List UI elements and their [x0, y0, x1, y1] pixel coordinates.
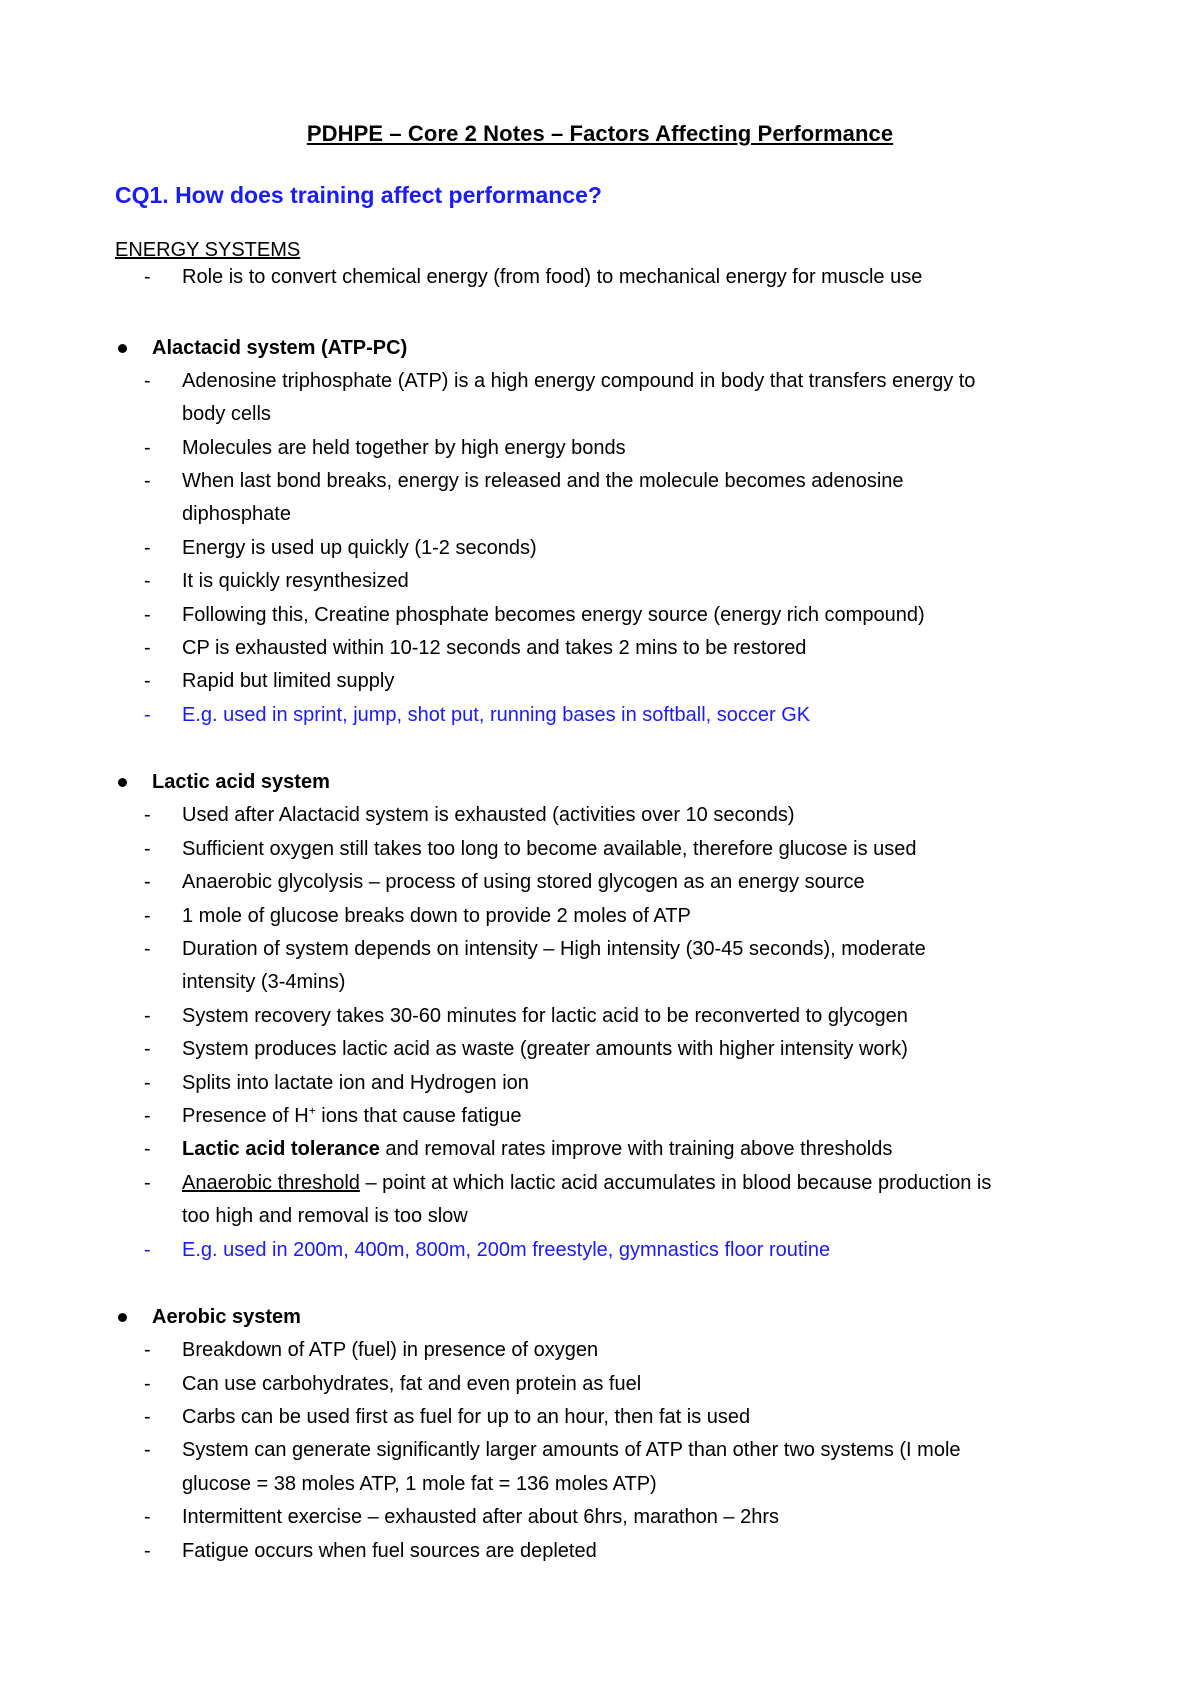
dash-marker: - [144, 670, 151, 692]
list-item-text: Duration of system depends on intensity – High intensity (30-45 seconds), moderate [182, 938, 926, 960]
dash-marker: - [144, 1005, 151, 1027]
list-item-text: Breakdown of ATP (fuel) in presence of oxygen [182, 1339, 599, 1361]
list-item-text: Role is to convert chemical energy (from food) to mechanical energy for muscle use [182, 266, 923, 288]
dash-marker: - [144, 838, 151, 860]
dash-marker: - [144, 1105, 151, 1127]
example-text: E.g. used in 200m, 400m, 800m, 200m freestyle, gymnastics floor routine [182, 1239, 831, 1261]
list-item-text: Fatigue occurs when fuel sources are depleted [182, 1540, 597, 1562]
dash-marker: - [144, 1339, 151, 1361]
dash-marker: - [144, 1138, 151, 1160]
subsection-heading-text: Lactic acid system [152, 771, 330, 793]
dash-marker: - [144, 537, 151, 559]
list-item-text: System recovery takes 30-60 minutes for lactic acid to be reconverted to glycogen [182, 1005, 908, 1027]
bold-term: Lactic acid tolerance [182, 1138, 380, 1160]
dash-marker: - [144, 1439, 151, 1461]
list-item-text: Adenosine triphosphate (ATP) is a high energy compound in body that transfers energy to [182, 370, 976, 392]
dash-marker: - [144, 1406, 151, 1428]
text-fragment: – point at which lactic acid accumulates in blood because production is [359, 1172, 992, 1194]
dash-marker: - [144, 1038, 151, 1060]
list-item-text: 1 mole of glucose breaks down to provide 2 moles of ATP [182, 905, 691, 927]
subsection-heading-text: Alactacid system (ATP-PC) [152, 337, 408, 359]
dash-marker: - [144, 938, 151, 960]
list-item-text: Splits into lactate ion and Hydrogen ion [182, 1072, 529, 1094]
dash-marker: - [144, 1540, 151, 1562]
list-item-text: Energy is used up quickly (1-2 seconds) [182, 537, 537, 559]
list-item-text: Carbs can be used first as fuel for up to an hour, then fat is used [182, 1406, 751, 1428]
dash-marker: - [144, 470, 151, 492]
dash-marker: - [144, 871, 151, 893]
dash-marker: - [144, 1506, 151, 1528]
dash-marker: - [144, 604, 151, 626]
list-item-text: Intermittent exercise – exhausted after about 6hrs, marathon – 2hrs [182, 1506, 779, 1528]
dash-marker: - [144, 1239, 151, 1261]
dash-marker: - [144, 704, 151, 726]
list-item-text: Following this, Creatine phosphate becomes energy source (energy rich compound) [182, 604, 925, 626]
dash-marker: - [144, 266, 151, 288]
list-item-text: Anaerobic glycolysis – process of using stored glycogen as an energy source [182, 871, 865, 893]
list-item-text: Can use carbohydrates, fat and even protein as fuel [182, 1373, 642, 1395]
list-item-text: System can generate significantly larger amounts of ATP than other two systems (I mole [182, 1439, 961, 1461]
text-fragment: and removal rates improve with training above thresholds [379, 1138, 893, 1160]
core-question: CQ1. How does training affect performance? [115, 182, 602, 208]
document-title: PDHPE – Core 2 Notes – Factors Affecting Performance [306, 121, 894, 146]
list-item-text: Rapid but limited supply [182, 670, 395, 692]
list-item-text: intensity (3-4mins) [182, 971, 346, 993]
underlined-term: Anaerobic threshold [182, 1172, 360, 1194]
subsection-heading-text: Aerobic system [152, 1306, 301, 1328]
list-item-text: When last bond breaks, energy is released and the molecule becomes adenosine [182, 470, 904, 492]
list-item-text: too high and removal is too slow [182, 1205, 468, 1227]
superscript-plus: + [308, 1103, 316, 1118]
dash-marker: - [144, 1373, 151, 1395]
dash-marker: - [144, 370, 151, 392]
text-fragment: ions that cause fatigue [315, 1105, 522, 1127]
list-item-text [182, 1102, 521, 1130]
dash-marker: - [144, 905, 151, 927]
dash-marker: - [144, 1172, 151, 1194]
dash-marker: - [144, 637, 151, 659]
list-item-text: Molecules are held together by high energy bonds [182, 437, 626, 459]
dash-marker: - [144, 1072, 151, 1094]
list-item-text: body cells [182, 403, 271, 425]
bullet-icon [118, 778, 127, 787]
text-fragment: Presence of H [182, 1105, 309, 1127]
list-item-text: Used after Alactacid system is exhausted (activities over 10 seconds) [182, 804, 795, 826]
list-item-text: System produces lactic acid as waste (greater amounts with higher intensity work) [182, 1038, 908, 1060]
bullet-icon [118, 344, 127, 353]
section-heading-energy-systems: ENERGY SYSTEMS [115, 239, 301, 261]
example-text: E.g. used in sprint, jump, shot put, running bases in softball, soccer GK [182, 704, 811, 726]
list-item-text: It is quickly resynthesized [182, 570, 409, 592]
dash-marker: - [144, 570, 151, 592]
list-item-text [182, 1169, 991, 1197]
bullet-icon [118, 1313, 127, 1322]
list-item-text: glucose = 38 moles ATP, 1 mole fat = 136 moles ATP) [182, 1473, 657, 1495]
list-item-text [182, 1135, 892, 1163]
list-item-text: Sufficient oxygen still takes too long to become available, therefore glucose is used [182, 838, 917, 860]
list-item-text: CP is exhausted within 10-12 seconds and takes 2 mins to be restored [182, 637, 807, 659]
dash-marker: - [144, 804, 151, 826]
dash-marker: - [144, 437, 151, 459]
list-item-text: diphosphate [182, 503, 291, 525]
